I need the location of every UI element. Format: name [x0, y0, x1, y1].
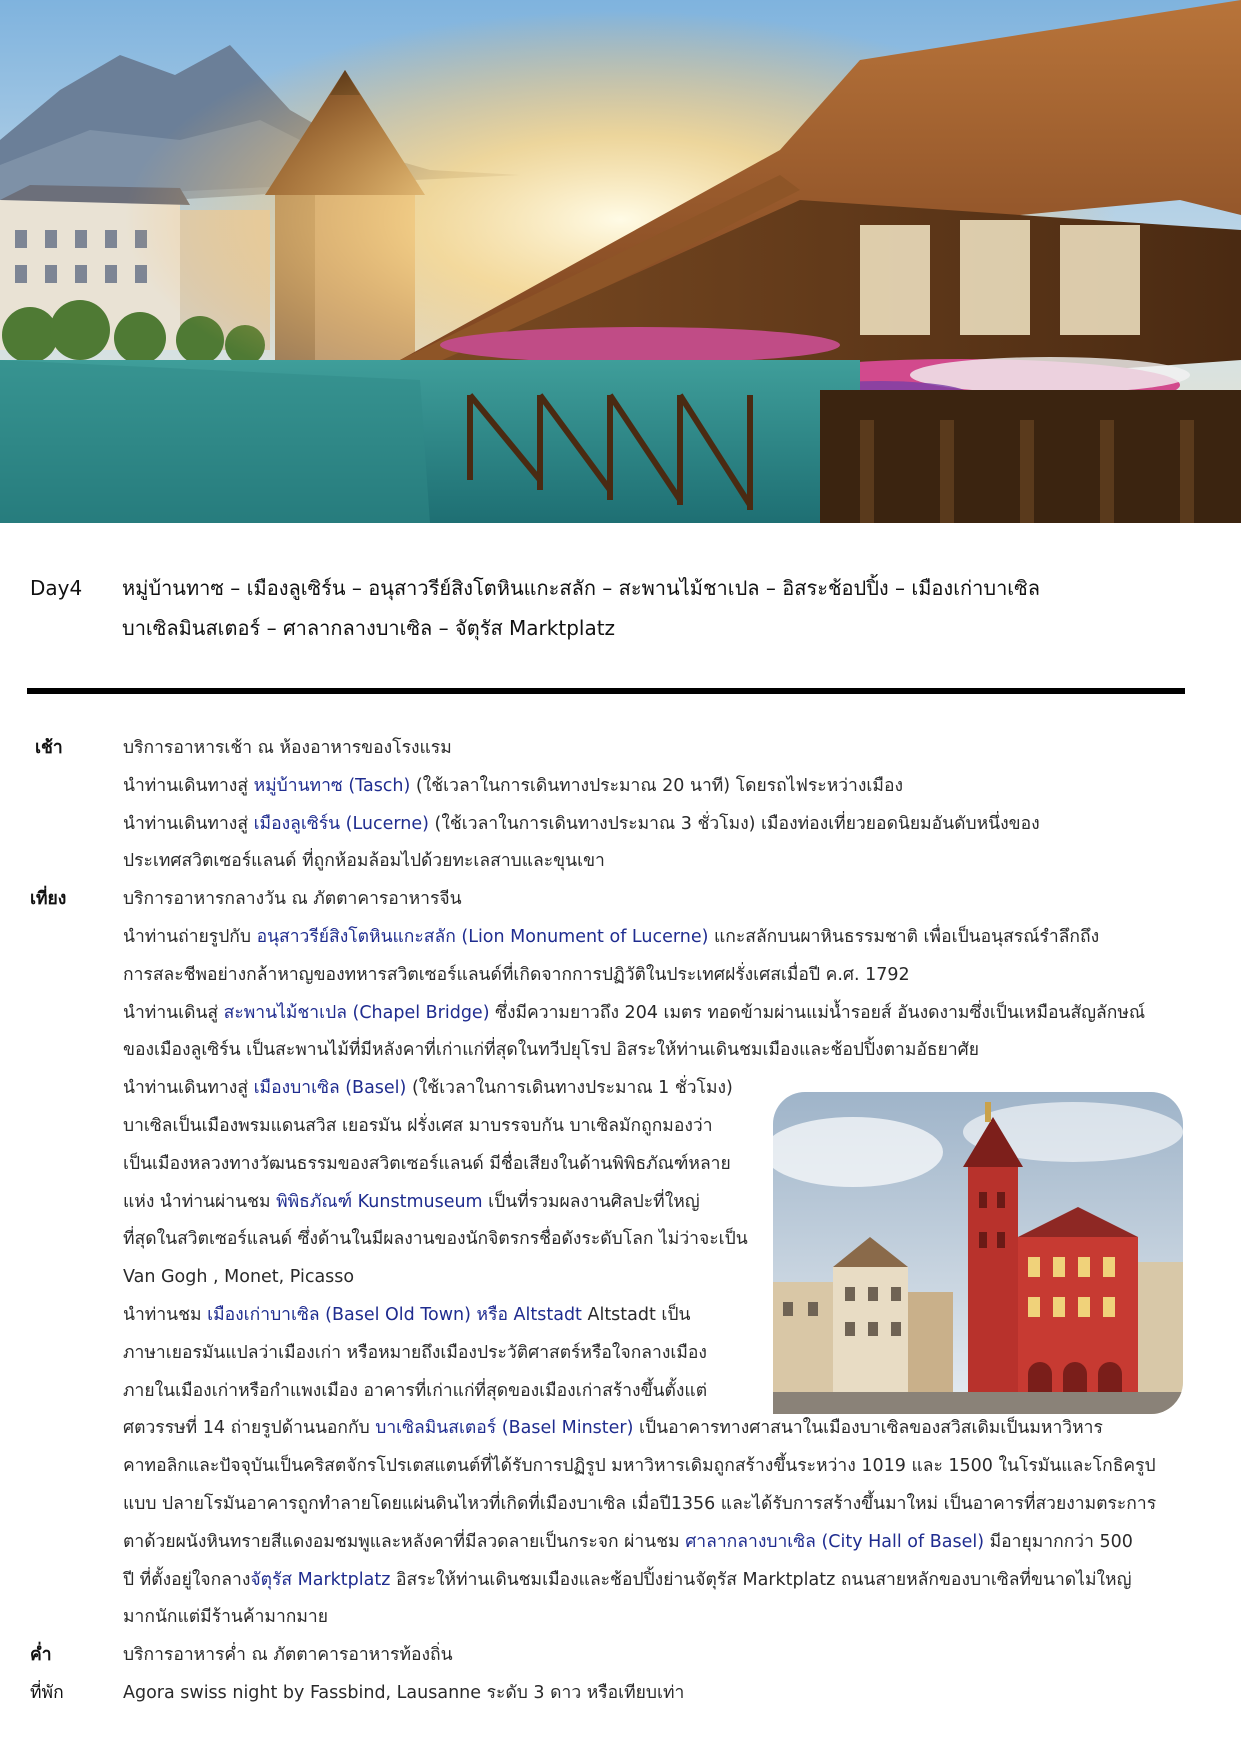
noon-line-4 [123, 995, 1188, 1033]
day-title-line-1: หมู่บ้านทาซ – เมืองลูเซิร์น – อนุสาวรีย์สิงโตหินแกะสลัก – สะพานไม้ชาเปล – อิสระช้อปปิ้ง – เมืองเก่าบาเซิล [122, 576, 1040, 600]
highlight-basel: เมืองบาเซิล (Basel) [253, 1078, 407, 1099]
text: Altstadt เป็น [581, 1304, 691, 1325]
noon-line-2 [123, 919, 1188, 957]
noon-line-16: คาทอลิกและปัจจุบันเป็นคริสตจักรโปรเตสแตนต์ที่ได้รับการปฏิรูป มหาวิหารเดิมถูกสร้างขึ้นระหว่าง 1019 และ 1500 ในโรมันและโกธิครูป [123, 1456, 1156, 1477]
text: (ใช้เวลาในการเดินทางประมาณ 3 ชั่วโมง) เมืองท่องเที่ยวยอดนิยมอันดับหนึ่งของ [428, 813, 1040, 834]
highlight-city-hall: ศาลากลางบาเซิล (City Hall of Basel) [685, 1531, 985, 1552]
section-hotel [30, 1675, 1188, 1713]
photo-basel-city-hall [773, 1092, 1183, 1414]
noon-line-13: ภาษาเยอรมันแปลว่าเมืองเก่า หรือหมายถึงเมืองประวัติศาสตร์หรือใจกลางเมือง [123, 1342, 707, 1363]
text: นำท่านชม [123, 1304, 208, 1325]
noon-line-19 [123, 1562, 1188, 1600]
text: เป็นอาคารทางศาสนาในเมืองบาเซิลของสวิสเดิมเป็นมหาวิหาร [633, 1418, 1103, 1439]
day-title [122, 568, 1182, 648]
text: (ใช้เวลาในการเดินทางประมาณ 1 ชั่วโมง) [406, 1078, 733, 1099]
text: นำท่านถ่ายรูปกับ [123, 926, 257, 947]
text: แห่ง นำท่านผ่านชม [123, 1191, 277, 1212]
text: นำท่านเดินทางสู่ [123, 775, 254, 796]
text: เป็นที่รวมผลงานศิลปะที่ใหญ่ [482, 1191, 700, 1212]
text: แกะสลักบนผาหินธรรมชาติ เพื่อเป็นอนุสรณ์รำลึกถึง [708, 926, 1100, 947]
noon-line-7: บาเซิลเป็นเมืองพรมแดนสวิส เยอรมัน ฝรั่งเศส มาบรรจบกัน บาเซิลมักถูกมองว่า [123, 1115, 713, 1136]
evening-line-1: บริการอาหารค่ำ ณ ภัตตาคารอาหารท้องถิ่น [123, 1645, 453, 1666]
header-divider [27, 688, 1185, 694]
meal-label-morning: เช้า [35, 738, 63, 758]
highlight-lucerne: เมืองลูเซิร์น (Lucerne) [253, 813, 429, 834]
meal-label-hotel: ที่พัก [30, 1682, 64, 1703]
text: ปี ที่ตั้งอยู่ใจกลาง [123, 1569, 251, 1590]
text: ศตวรรษที่ 14 ถ่ายรูปด้านนอกกับ [123, 1418, 376, 1439]
highlight-marktplatz: จัตุรัส Marktplatz [250, 1569, 391, 1590]
noon-line-18 [123, 1524, 1188, 1562]
text: นำท่านเดินสู่ [123, 1002, 224, 1023]
noon-line-20: มากนักแต่มีร้านค้ามากมาย [123, 1607, 328, 1628]
morning-line-2 [123, 768, 1188, 806]
text: อิสระให้ท่านเดินชมเมืองและช้อปปิ้งย่านจัตุรัส Marktplatz ถนนสายหลักของบาเซิลที่ขนาดไม่ใหญ่ [390, 1569, 1132, 1590]
noon-line-14: ภายในเมืองเก่าหรือกำแพงเมือง อาคารที่เก่าแก่ที่สุดของเมืองเก่าสร้างขึ้นตั้งแต่ [123, 1380, 708, 1401]
text: ตาด้วยผนังหินทรายสีแดงอมชมพูและหลังคาที่มีลวดลายเป็นกระจก ผ่านชม [123, 1531, 686, 1552]
morning-line-4: ประเทศสวิตเซอร์แลนด์ ที่ถูกห้อมล้อมไปด้วยทะเลสาบและขุนเขา [123, 851, 605, 872]
text: นำท่านเดินทางสู่ [123, 813, 254, 834]
section-morning [30, 730, 1188, 881]
meal-label-noon: เที่ยง [30, 889, 67, 910]
day-label: Day4 [30, 576, 83, 600]
basel-city-hall-illustration [773, 1092, 1183, 1414]
noon-line-17: แบบ ปลายโรมันอาคารถูกทำลายโดยแผ่นดินไหวที่เกิดที่เมืองบาเซิล เมื่อปี1356 และได้รับการสร้างขึ้นมาใหม่ เป็นอาคารที่สวยงามตระการ [123, 1493, 1157, 1514]
noon-line-8: เป็นเมืองหลวงทางวัฒนธรรมของสวิตเซอร์แลนด์ มีชื่อเสียงในด้านพิพิธภัณฑ์หลาย [123, 1153, 731, 1174]
chapel-bridge-illustration [0, 0, 1241, 523]
noon-line-15 [123, 1410, 1188, 1448]
text: (ใช้เวลาในการเดินทางประมาณ 20 นาที) โดยรถไฟระหว่างเมือง [410, 775, 903, 796]
highlight-chapel-bridge: สะพานไม้ชาเปล (Chapel Bridge) [223, 1002, 490, 1023]
noon-line-11: Van Gogh , Monet, Picasso [123, 1267, 355, 1288]
hero-photo-chapel-bridge [0, 0, 1241, 523]
text: มีอายุมากกว่า 500 [984, 1531, 1133, 1552]
text: ซึ่งมีความยาวถึง 204 เมตร ทอดข้ามผ่านแม่น้ำรอยส์ อันงดงามซึ่งเป็นเหมือนสัญลักษณ์ [489, 1002, 1146, 1023]
meal-label-evening: ค่ำ [30, 1645, 52, 1666]
highlight-basel-minster: บาเซิลมินสเตอร์ (Basel Minster) [375, 1418, 634, 1439]
text: นำท่านเดินทางสู่ [123, 1078, 254, 1099]
highlight-tasch: หมู่บ้านทาซ (Tasch) [253, 775, 411, 796]
highlight-lion-monument: อนุสาวรีย์สิงโตหินแกะสลัก (Lion Monument of Lucerne) [256, 926, 709, 947]
highlight-basel-old-town: เมืองเก่าบาเซิล (Basel Old Town) หรือ Altstadt [207, 1304, 582, 1325]
morning-line-3 [123, 806, 1188, 844]
noon-line-1: บริการอาหารกลางวัน ณ ภัตตาคารอาหารจีน [123, 889, 462, 910]
noon-line-10: ที่สุดในสวิตเซอร์แลนด์ ซึ่งด้านในมีผลงานของนักจิตรกรชื่อดังระดับโลก ไม่ว่าจะเป็น [123, 1229, 748, 1250]
day-title-line-2: บาเซิลมินสเตอร์ – ศาลากลางบาเซิล – จัตุรัส Marktplatz [122, 616, 616, 640]
noon-line-5: ของเมืองลูเซิร์น เป็นสะพานไม้ที่มีหลังคาที่เก่าแก่ที่สุดในทวีปยุโรป อิสระให้ท่านเดินชมเมืองและช้อปปิ้งตามอัธยาศัย [123, 1040, 980, 1061]
hotel-line-1: Agora swiss night by Fassbind, Lausanne ระดับ 3 ดาว หรือเทียบเท่า [123, 1682, 685, 1703]
noon-line-3: การสละชีพอย่างกล้าหาญของทหารสวิตเซอร์แลนด์ที่เกิดจากการปฏิวัติในประเทศฝรั่งเศสเมื่อปี ค.ศ. 1792 [123, 964, 910, 985]
morning-line-1: บริการอาหารเช้า ณ ห้องอาหารของโรงแรม [123, 738, 452, 758]
section-evening [30, 1637, 1188, 1675]
highlight-kunstmuseum: พิพิธภัณฑ์ Kunstmuseum [276, 1191, 483, 1212]
